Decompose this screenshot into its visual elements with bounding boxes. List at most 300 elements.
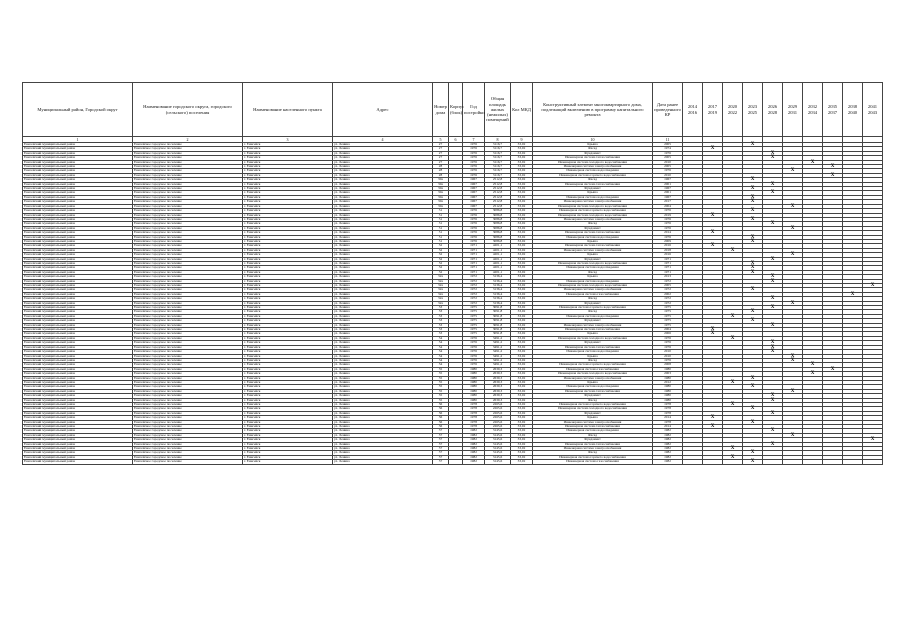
table-cell: 1975 (463, 332, 485, 336)
table-cell: 3116,7 (485, 147, 511, 151)
table-cell: 33 (433, 306, 449, 310)
period-mark: X (783, 389, 803, 393)
table-cell: Крыша (533, 275, 653, 279)
table-cell: ул. Ленина (333, 231, 433, 235)
table-cell: 3136,4 (485, 275, 511, 279)
table-cell: 33,02 (511, 380, 533, 384)
table-cell: Фасад (533, 451, 653, 455)
table-cell: Крыша (533, 332, 653, 336)
table-cell: ул. Ленина (333, 160, 433, 164)
table-cell: 3145,6 (485, 429, 511, 433)
table-cell: Енисейский муниципальный район (23, 306, 133, 310)
table-cell: 33,02 (511, 235, 533, 239)
table-cell: Енисейский муниципальный район (23, 372, 133, 376)
table-cell: 4201,1 (485, 248, 511, 252)
table-cell: 2014 (653, 425, 683, 429)
table-cell: г. Енисейск (243, 151, 333, 155)
table-cell: Инженерная система водоотведения (533, 169, 653, 173)
table-cell: 36 (433, 407, 449, 411)
table-cell: Крыша (533, 416, 653, 420)
table-cell: Енисейское городское поселение (133, 341, 243, 345)
table-cell: Енисейский муниципальный район (23, 244, 133, 248)
table-cell: Енисейское городское поселение (133, 151, 243, 155)
table-cell: Енисейский муниципальный район (23, 235, 133, 239)
table-cell: 1980 (653, 398, 683, 402)
table-cell: 1976 (463, 217, 485, 221)
table-cell: Енисейский муниципальный район (23, 442, 133, 446)
table-cell: Енисейское городское поселение (133, 253, 243, 257)
period-mark: X (703, 213, 723, 217)
table-cell: 33 (433, 332, 449, 336)
table-cell: г. Енисейск (243, 182, 333, 186)
table-cell: г. Енисейск (243, 367, 333, 371)
header-row (23, 83, 883, 137)
table-cell: Енисейское городское поселение (133, 455, 243, 459)
table-cell: ул. Ленина (333, 306, 433, 310)
table-cell: ул. Ленина (333, 433, 433, 437)
table-cell: 2005 (653, 284, 683, 288)
table-cell: 37 (433, 460, 449, 464)
period-mark: X (803, 363, 823, 367)
table-cell: 33,02 (511, 187, 533, 191)
table-cell: Крыша (533, 191, 653, 195)
table-cell: г. Енисейск (243, 178, 333, 182)
table-cell: г. Енисейск (243, 420, 333, 424)
table-cell: г. Енисейск (243, 173, 333, 177)
table-cell: 1982 (653, 442, 683, 446)
table-cell: Енисейское городское поселение (133, 314, 243, 318)
table-cell: 33,02 (511, 372, 533, 376)
table-cell: ул. Ленина (333, 367, 433, 371)
table-cell: Енисейский муниципальный район (23, 213, 133, 217)
table-cell: 37 (433, 429, 449, 433)
table-cell: 4201,1 (485, 253, 511, 257)
table-cell: 1982 (463, 455, 485, 459)
table-cell: 31 (433, 213, 449, 217)
table-cell: Енисейский муниципальный район (23, 389, 133, 393)
table-cell: ул. Ленина (333, 226, 433, 230)
table-cell: 1976 (463, 358, 485, 362)
table-cell: г. Енисейск (243, 301, 333, 305)
column-header: 2035 2037 (823, 83, 843, 137)
table-cell: ул. Ленина (333, 165, 433, 169)
period-mark: X (703, 416, 723, 420)
table-cell: г. Енисейск (243, 284, 333, 288)
table-cell: Енисейский муниципальный район (23, 195, 133, 199)
table-cell: 3145,6 (485, 438, 511, 442)
table-cell: г. Енисейск (243, 279, 333, 283)
table-cell: 1982 (463, 433, 485, 437)
table-cell: 1982 (463, 451, 485, 455)
table-cell: Енисейский муниципальный район (23, 407, 133, 411)
table-cell: ул. Ленина (333, 266, 433, 270)
table-cell: 1980 (463, 385, 485, 389)
table-cell: ул. Ленина (333, 292, 433, 296)
table-cell: Енисейское городское поселение (133, 204, 243, 208)
table-cell: 3116,7 (485, 169, 511, 173)
table-cell: 3116,7 (485, 160, 511, 164)
table-cell: 30а (433, 191, 449, 195)
table-cell: Енисейское городское поселение (133, 178, 243, 182)
table-cell: Енисейское городское поселение (133, 301, 243, 305)
table-cell: Енисейское городское поселение (133, 195, 243, 199)
table-cell: г. Енисейск (243, 451, 333, 455)
table-cell: г. Енисейск (243, 275, 333, 279)
table-cell: 1971 (463, 253, 485, 257)
table-cell: Крыша (533, 143, 653, 147)
table-cell: 3091,8 (485, 328, 511, 332)
table-cell: 1976 (653, 358, 683, 362)
table-cell: г. Енисейск (243, 398, 333, 402)
period-mark: X (723, 447, 743, 451)
table-cell: г. Енисейск (243, 266, 333, 270)
table-cell: 2001 (653, 182, 683, 186)
table-cell: г. Енисейск (243, 235, 333, 239)
table-cell: Енисейский муниципальный район (23, 336, 133, 340)
table-cell: 1975 (463, 323, 485, 327)
table-cell: 2010 (653, 350, 683, 354)
period-mark: X (703, 332, 723, 336)
table-cell: 1976 (653, 226, 683, 230)
table-cell: Инженерная система теплоснабжения (533, 389, 653, 393)
table-cell: 1980 (653, 394, 683, 398)
table-cell: Енисейский муниципальный район (23, 270, 133, 274)
period-mark: X (743, 319, 763, 323)
table-cell: 35 (433, 380, 449, 384)
table-cell: г. Енисейск (243, 447, 333, 451)
table-cell: ул. Ленина (333, 156, 433, 160)
table-cell: ул. Ленина (333, 200, 433, 204)
table-cell: 34 (433, 350, 449, 354)
period-cell (703, 460, 723, 464)
column-number: 8 (485, 137, 511, 143)
table-cell: Инженерная система водоотведения (533, 350, 653, 354)
table-cell: 33,02 (511, 213, 533, 217)
column-number: 3 (243, 137, 333, 143)
table-cell: ул. Ленина (333, 442, 433, 446)
table-cell: 3145,6 (485, 433, 511, 437)
period-mark: X (823, 165, 843, 169)
table-cell: 3145,6 (485, 447, 511, 451)
period-mark: X (723, 380, 743, 384)
table-cell: Енисейское городское поселение (133, 376, 243, 380)
table-cell: 2512,8 (485, 200, 511, 204)
period-mark: X (763, 442, 783, 446)
table-cell: 1982 (653, 438, 683, 442)
table-cell: Фасад (533, 147, 653, 151)
table-cell: Енисейское городское поселение (133, 345, 243, 349)
table-cell: 3136,4 (485, 279, 511, 283)
table-cell: Енисейский муниципальный район (23, 447, 133, 451)
column-header: 2041 2043 (863, 83, 883, 137)
table-cell: ул. Ленина (333, 363, 433, 367)
table-cell: 32а (433, 279, 449, 283)
period-mark: X (723, 248, 743, 252)
table-cell: 35 (433, 372, 449, 376)
table-cell: 1976 (653, 169, 683, 173)
column-number: 5 (433, 137, 449, 143)
column-header: 2020 2022 (723, 83, 743, 137)
table-cell: Инженерная система теплоснабжения (533, 244, 653, 248)
period-mark: X (763, 398, 783, 402)
table-cell: 31 (433, 239, 449, 243)
table-cell: г. Енисейск (243, 385, 333, 389)
table-cell: г. Енисейск (243, 270, 333, 274)
table-cell: 3086,8 (485, 209, 511, 213)
table-cell: 33,02 (511, 398, 533, 402)
table-cell: 32 (433, 266, 449, 270)
period-mark: X (743, 239, 763, 243)
table-cell: 32а (433, 292, 449, 296)
table-cell: 30а (433, 200, 449, 204)
table-cell: 28 (433, 169, 449, 173)
table-cell: ул. Ленина (333, 376, 433, 380)
table-cell: 2512,8 (485, 191, 511, 195)
table-cell: 1972 (463, 297, 485, 301)
period-mark: X (763, 323, 783, 327)
table-cell: 3086,8 (485, 222, 511, 226)
table-cell: ул. Ленина (333, 411, 433, 415)
table-cell: 33,02 (511, 385, 533, 389)
table-cell: Енисейский муниципальный район (23, 239, 133, 243)
table-cell: 35 (433, 394, 449, 398)
table-cell: Енисейский муниципальный район (23, 438, 133, 442)
table-cell: Инженерная система теплоснабжения (533, 328, 653, 332)
table-cell: Енисейский муниципальный район (23, 332, 133, 336)
table-cell: Енисейское городское поселение (133, 187, 243, 191)
table-cell: 4201,1 (485, 257, 511, 261)
table-cell: Енисейский муниципальный район (23, 314, 133, 318)
table-cell: Енисейский муниципальный район (23, 402, 133, 406)
column-header: Дата ранее проведенного КР (653, 83, 683, 137)
table-cell: 1976 (463, 151, 485, 155)
table-cell: 1975 (653, 314, 683, 318)
table-cell: Инженерная система горячего водоснабжения (533, 306, 653, 310)
table-cell: 1976 (463, 235, 485, 239)
table-cell: Енисейское городское поселение (133, 385, 243, 389)
table-cell: Енисейское городское поселение (133, 447, 243, 451)
table-cell: 31 (433, 235, 449, 239)
table-cell: г. Енисейск (243, 442, 333, 446)
table-cell: Енисейское городское поселение (133, 328, 243, 332)
table-cell: 30а (433, 195, 449, 199)
table-cell: 32а (433, 301, 449, 305)
table-cell: ул. Ленина (333, 204, 433, 208)
table-cell: 1976 (463, 147, 485, 151)
table-cell: Енисейское городское поселение (133, 270, 243, 274)
table-cell: 33,02 (511, 451, 533, 455)
table-cell: Енисейский муниципальный район (23, 226, 133, 230)
table-cell: Енисейский муниципальный район (23, 182, 133, 186)
period-cell (863, 460, 883, 464)
table-cell: ул. Ленина (333, 244, 433, 248)
table-cell: 33,02 (511, 147, 533, 151)
table-cell: Енисейский муниципальный район (23, 204, 133, 208)
table-cell: ул. Ленина (333, 257, 433, 261)
table-cell: Инженерная система теплоснабжения (533, 182, 653, 186)
table-cell: 3091,8 (485, 332, 511, 336)
table-cell: Енисейское городское поселение (133, 433, 243, 437)
table-cell: 32 (433, 257, 449, 261)
table-cell: 2003 (653, 372, 683, 376)
table-cell: 1972 (463, 292, 485, 296)
period-mark: X (703, 425, 723, 429)
table-cell: 1980 (463, 380, 485, 384)
table-cell: 2512,8 (485, 182, 511, 186)
table-cell: 32а (433, 284, 449, 288)
table-cell: Крыша (533, 239, 653, 243)
period-mark: X (763, 191, 783, 195)
table-cell: 35 (433, 398, 449, 402)
table-cell: Фундамент (533, 301, 653, 305)
table-cell: 4201,1 (485, 244, 511, 248)
table-cell: г. Енисейск (243, 200, 333, 204)
table-cell: 32 (433, 270, 449, 274)
table-cell: Енисейский муниципальный район (23, 341, 133, 345)
table-cell: Енисейский муниципальный район (23, 425, 133, 429)
table-cell: Инженерная система газоснабжения (533, 367, 653, 371)
table-cell: 2006 (653, 332, 683, 336)
table-cell: 37 (433, 447, 449, 451)
table-cell: 27 (433, 143, 449, 147)
table-cell: 1976 (653, 345, 683, 349)
table-cell: ул. Ленина (333, 151, 433, 155)
table-cell: Енисейское городское поселение (133, 284, 243, 288)
table-cell: ул. Ленина (333, 209, 433, 213)
table-cell: Инженерная система электроснабжения (533, 200, 653, 204)
period-cell (823, 460, 843, 464)
table-cell: 1982 (653, 447, 683, 451)
table-cell: 1972 (653, 288, 683, 292)
table-cell: Енисейское городское поселение (133, 191, 243, 195)
column-header: 2014 2016 (683, 83, 703, 137)
period-mark: X (763, 341, 783, 345)
table-cell: 2639,3 (485, 367, 511, 371)
table-cell: Енисейское городское поселение (133, 425, 243, 429)
table-cell: Енисейский муниципальный район (23, 380, 133, 384)
table-cell: Инженерная система холодного водоснабжения (533, 284, 653, 288)
table-cell: Инженерная система теплоснабжения (533, 156, 653, 160)
table-cell: 1972 (463, 279, 485, 283)
table-cell: 27 (433, 160, 449, 164)
column-number: 11 (653, 137, 683, 143)
table-cell: 1976 (653, 209, 683, 213)
table-cell: Енисейское городское поселение (133, 451, 243, 455)
table-cell: Енисейский муниципальный район (23, 420, 133, 424)
table-cell: 30а (433, 187, 449, 191)
table-cell: Енисейское городское поселение (133, 363, 243, 367)
table-cell: Фасад (533, 433, 653, 437)
table-cell: г. Енисейск (243, 143, 333, 147)
table-cell: г. Енисейск (243, 169, 333, 173)
table-cell: 1978 (463, 411, 485, 415)
table-cell: 33,02 (511, 266, 533, 270)
table-cell: 2265,6 (485, 407, 511, 411)
table-cell: 1982 (653, 433, 683, 437)
table-cell: 33,02 (511, 460, 533, 464)
table-cell: ул. Ленина (333, 279, 433, 283)
table-cell: Енисейский муниципальный район (23, 345, 133, 349)
table-cell: 32 (433, 244, 449, 248)
table-cell: 33,02 (511, 204, 533, 208)
period-cell (683, 460, 703, 464)
table-cell: г. Енисейск (243, 354, 333, 358)
table-cell: 3136,4 (485, 284, 511, 288)
period-mark: X (803, 372, 823, 376)
table-cell: г. Енисейск (243, 261, 333, 265)
table-cell: Енисейский муниципальный район (23, 147, 133, 151)
table-cell: ул. Ленина (333, 345, 433, 349)
document-sheet (22, 82, 882, 465)
table-cell: 2014 (653, 231, 683, 235)
table-cell: ул. Ленина (333, 319, 433, 323)
table-cell: 1971 (653, 261, 683, 265)
table-cell: 1972 (463, 284, 485, 288)
table-cell: Енисейский муниципальный район (23, 297, 133, 301)
table-cell: 1975 (463, 314, 485, 318)
table-cell: Енисейское городское поселение (133, 143, 243, 147)
table-cell: г. Енисейск (243, 319, 333, 323)
table-cell: 1982 (653, 460, 683, 464)
table-cell: Енисейское городское поселение (133, 226, 243, 230)
period-mark: X (863, 284, 883, 288)
table-cell: г. Енисейск (243, 416, 333, 420)
table-cell: Енисейское городское поселение (133, 442, 243, 446)
table-cell: Енисейское городское поселение (133, 239, 243, 243)
table-cell: Енисейское городское поселение (133, 323, 243, 327)
table-cell: ул. Ленина (333, 169, 433, 173)
table-cell: 2512,8 (485, 204, 511, 208)
table-cell: Фундамент (533, 226, 653, 230)
column-header: 2017 2019 (703, 83, 723, 137)
table-cell: 1978 (653, 402, 683, 406)
table-cell: г. Енисейск (243, 209, 333, 213)
table-cell: 2639,3 (485, 372, 511, 376)
table-cell: 2016 (653, 253, 683, 257)
table-cell: Енисейский муниципальный район (23, 328, 133, 332)
table-cell: Инженерная система холодного водоснабжения (533, 213, 653, 217)
table-cell: 3491,2 (485, 363, 511, 367)
period-mark: X (723, 314, 743, 318)
table-cell: 33,02 (511, 389, 533, 393)
table-cell: 33,02 (511, 231, 533, 235)
table-cell: 1967 (463, 187, 485, 191)
table-cell: 33,02 (511, 284, 533, 288)
table-cell: 33,02 (511, 143, 533, 147)
table-cell: ул. Ленина (333, 239, 433, 243)
table-cell: 2639,3 (485, 389, 511, 393)
table-cell: 1967 (653, 178, 683, 182)
column-header: Кол МКД (511, 83, 533, 137)
table-cell: 32 (433, 253, 449, 257)
table-cell: 2639,3 (485, 376, 511, 380)
period-mark: X (763, 411, 783, 415)
table-cell: г. Енисейск (243, 204, 333, 208)
table-cell: 3116,7 (485, 156, 511, 160)
table-cell: 1976 (463, 363, 485, 367)
table-cell: Фасад (533, 178, 653, 182)
table-cell: 3491,2 (485, 350, 511, 354)
table-cell: 34 (433, 336, 449, 340)
table-cell: 1967 (463, 178, 485, 182)
table-cell: Инженерная система электроснабжения (533, 248, 653, 252)
table-cell: 33,02 (511, 363, 533, 367)
table-cell: 2265,6 (485, 402, 511, 406)
table-cell: Инженерная система теплоснабжения (533, 231, 653, 235)
table-cell: ул. Ленина (333, 235, 433, 239)
table-cell: 2013 (653, 275, 683, 279)
table-cell: Енисейский муниципальный район (23, 231, 133, 235)
